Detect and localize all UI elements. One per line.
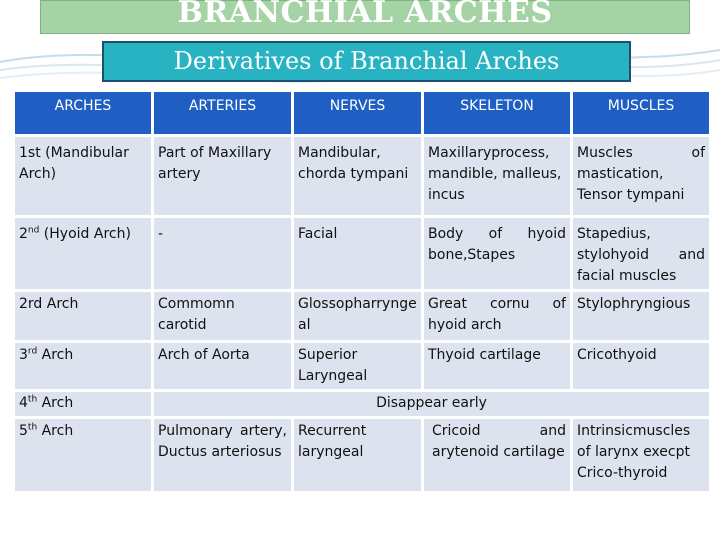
arch-ordinal: th	[27, 394, 38, 405]
arch-cell	[15, 419, 151, 491]
arch-number: 4	[19, 395, 28, 411]
table-row	[15, 137, 709, 215]
skeleton-cell: Thyoid cartilage	[424, 343, 570, 389]
nerve-cell: Mandibular, chorda tympani	[294, 137, 421, 215]
skeleton-cell: Great cornu of hyoid arch	[424, 292, 570, 340]
nerve-cell: Superior Laryngeal	[294, 343, 421, 389]
artery-cell: -	[154, 218, 291, 289]
skeleton-cell: Maxillaryprocess, mandible, malleus, incus	[424, 137, 570, 215]
arch-cell	[15, 392, 151, 416]
muscles-cell: Stapedius, stylohyoid and facial muscles	[573, 218, 709, 289]
muscles-cell: Muscles of mastication, Tensor tympani	[573, 137, 709, 215]
table-row	[15, 218, 709, 289]
header-skeleton: SKELETON	[424, 92, 570, 134]
arch-number: 5	[19, 423, 28, 439]
arch-cell	[15, 292, 151, 340]
arch-label: Arch	[37, 423, 74, 439]
arch-label: 1st (Mandibular Arch)	[19, 145, 129, 182]
branchial-arches-table	[12, 89, 712, 494]
artery-cell: Arch of Aorta	[154, 343, 291, 389]
arch-number: 3	[19, 347, 28, 363]
skeleton-cell: Body of hyoid bone,Stapes	[424, 218, 570, 289]
arch-label: 2rd Arch	[19, 296, 79, 312]
subtitle-box	[102, 41, 631, 82]
muscles-cell: Cricothyoid	[573, 343, 709, 389]
skeleton-cell: Cricoid and arytenoid cartilage	[424, 419, 570, 491]
arch-number: 2	[19, 226, 28, 242]
arch-label: Arch	[37, 395, 74, 411]
arch-ordinal: th	[27, 422, 38, 433]
slide-title: BRANCHIAL ARCHES	[177, 0, 553, 30]
table-row	[15, 343, 709, 389]
nerve-cell: Recurrent laryngeal	[294, 419, 421, 491]
nerve-cell: Glossopharryngeal	[294, 292, 421, 340]
arch-cell	[15, 137, 151, 215]
muscles-cell: Intrinsicmuscles of larynx execpt Crico-thyroid	[573, 419, 709, 491]
nerve-cell: Facial	[294, 218, 421, 289]
arch-cell	[15, 218, 151, 289]
artery-cell: Commomn carotid	[154, 292, 291, 340]
title-band	[40, 0, 690, 34]
header-muscles: MUSCLES	[573, 92, 709, 134]
table-row	[15, 292, 709, 340]
header-arches: ARCHES	[15, 92, 151, 134]
arch-ordinal: nd	[27, 225, 40, 236]
arch-label: Arch	[37, 347, 74, 363]
table-row	[15, 419, 709, 491]
header-arteries: ARTERIES	[154, 92, 291, 134]
arch-ordinal: rd	[27, 346, 38, 357]
arch-label: (Hyoid Arch)	[39, 226, 131, 242]
arch-cell	[15, 343, 151, 389]
artery-cell: Pulmonary artery, Ductus arteriosus	[154, 419, 291, 491]
header-nerves: NERVES	[294, 92, 421, 134]
slide-subtitle: Derivatives of Branchial Arches	[173, 47, 560, 75]
muscles-cell: Stylophryngious	[573, 292, 709, 340]
disappear-early-cell: Disappear early	[154, 392, 709, 416]
artery-cell: Part of Maxillary artery	[154, 137, 291, 215]
header-row	[15, 92, 709, 134]
table-row	[15, 392, 709, 416]
